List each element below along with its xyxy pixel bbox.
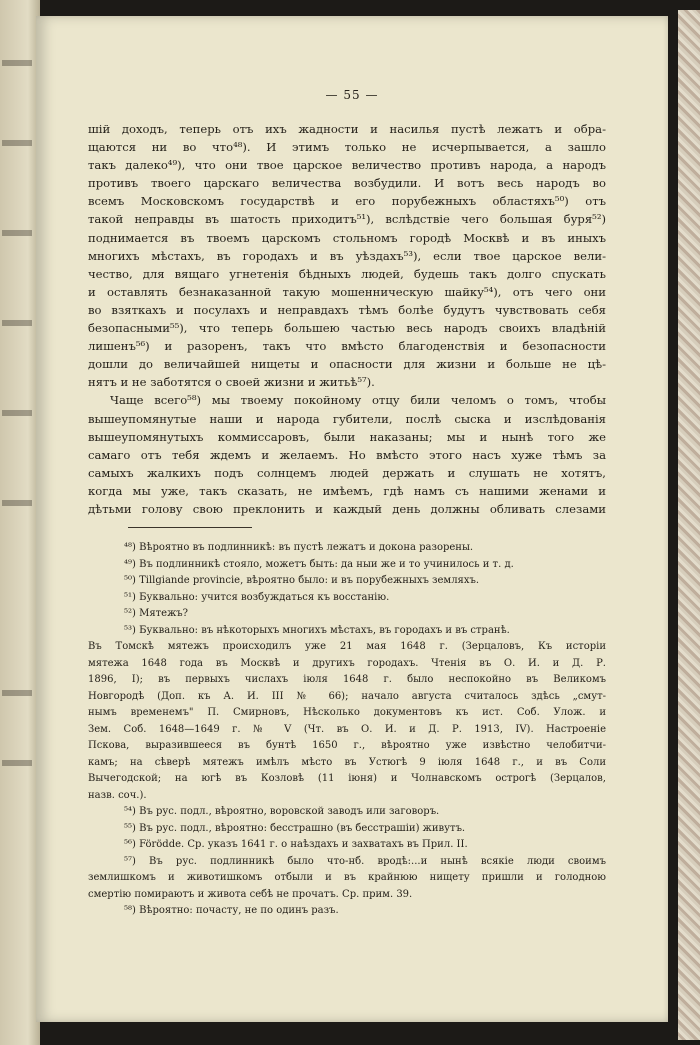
footnote-line: Зем. Соб. 1648—1649 г. № V (Чт. въ О. И. и Д. Р. 1913, IV). Настроеніе <box>88 723 606 735</box>
footnote-line: назв. соч.). <box>88 789 147 801</box>
body-text-line: поднимается въ твоемъ царскомъ стольномъ городѣ Москвѣ и въ иныхъ <box>88 230 606 245</box>
facing-page-text-ghost <box>2 410 32 416</box>
footnote-separator <box>128 527 252 528</box>
footnote-line: смертію помираютъ и живота себѣ не прочатъ. Ср. прим. 39. <box>88 888 413 900</box>
footnotes <box>88 540 606 920</box>
facing-page-text-ghost <box>2 690 32 696</box>
body-text-line: чество, для вящаго угнетенія бѣдныхъ людей, будешь такъ долго спускать <box>88 266 606 281</box>
book-page <box>36 16 668 1022</box>
footnote-line: мятежа 1648 года въ Москвѣ и другихъ городахъ. Чтенія въ О. И. и Д. Р. <box>88 657 606 669</box>
footnote-line: Пскова, выразившееся въ бунтѣ 1650 г., вѣроятно уже извѣстно челобитчи- <box>88 740 606 751</box>
footnote-line: ⁵⁶) Förödde. Ср. указъ 1641 г. о наѣздахъ и захватахъ въ Прил. II. <box>124 839 468 850</box>
body-text-line: шій доходъ, теперь отъ ихъ жадности и насилья пустѣ лежатъ и обра- <box>88 122 606 136</box>
footnote-line: ⁵³) Буквально: въ нѣкоторыхъ многихъ мѣстахъ, въ городахъ и въ странѣ. <box>124 624 510 636</box>
footnote-line: камъ; на сѣверѣ мятежъ имѣлъ мѣсто въ Устюгѣ 9 іюля 1648 г., и въ Соли <box>88 756 606 768</box>
body-text-line: дѣтьми голову свою преклонить и каждый день должны обливать слезами <box>88 501 606 516</box>
book-cover-edge <box>678 10 700 1040</box>
body-text-line: противъ твоего царскаго величества возбудили. И вотъ весь народъ во <box>88 176 606 191</box>
footnote-line: ⁵⁷) Въ рус. подлинникѣ было что-нб. вродѣ:...и нынѣ всякіе люди своимъ <box>124 855 606 867</box>
body-text-line: вышеупомянутыхъ коммиссаровъ, были наказаны; мы и нынѣ того же <box>88 429 606 444</box>
body-text <box>88 120 606 518</box>
footnote-line: ⁵⁰) Tillgiande provincie, вѣроятно было: и въ порубежныхъ земляхъ. <box>124 575 480 586</box>
footnote-line: Вычегодской; на югѣ въ Козловѣ (11 іюня) и Чолнавскомъ острогѣ (Зерцалов, <box>88 773 606 784</box>
facing-page-text-ghost <box>2 760 32 766</box>
body-text-line: многихъ мѣстахъ, въ городахъ и въ уѣздахъ⁵³), если твое царское вели- <box>88 248 606 263</box>
body-text-line: во взяткахъ и посулахъ и неправдахъ тѣмъ болѣе будутъ чувствовать себя <box>88 302 606 317</box>
facing-page-text-ghost <box>2 60 32 66</box>
footnote-line: Въ Томскѣ мятежъ происходилъ уже 21 мая 1648 г. (Зерцаловъ, Къ исторіи <box>88 641 606 652</box>
body-text-line: лишенъ⁵⁶) и разоренъ, такъ что вмѣсто благоденствія и безопасности <box>88 339 606 354</box>
body-text-line: Чаще всего⁵⁸) мы твоему покойному отцу били челомъ о томъ, чтобы <box>110 393 606 408</box>
footnote-line: ⁴⁹) Въ подлинникѣ стояло, можетъ быть: да ныи же и то учинилось и т. д. <box>124 558 514 570</box>
body-text-line: такой неправды въ шатость приходитъ⁵¹), вслѣдствіе чего большая буря⁵²) <box>88 212 606 227</box>
facing-page-text-ghost <box>2 500 32 506</box>
facing-page-edge <box>0 0 40 1045</box>
footnote-line: ⁵⁸) Вѣроятно: почасту, не по одинъ разъ. <box>124 905 339 916</box>
body-text-line: когда мы уже, такъ сказать, не имѣемъ, гдѣ намъ съ нашими женами и <box>88 483 606 498</box>
body-text-line: щаются ни во что⁴⁸). И этимъ только не исчерпывается, а зашло <box>88 140 606 155</box>
footnote-line: нымъ временемъ" П. Смирновъ, Нѣсколько документовъ къ ист. Соб. Улож. и <box>88 707 606 718</box>
facing-page-text-ghost <box>2 320 32 326</box>
body-text-line: и оставлять безнаказанной такую мошенническую шайку⁵⁴), отъ чего они <box>88 284 606 299</box>
footnote-line: ⁵⁵) Въ рус. подл., вѣроятно: бесстрашно (въ бесстрашіи) живутъ. <box>124 822 466 834</box>
body-text-line: самаго отъ тебя ждемъ и желаемъ. Но вмѣсто этого насъ хуже тѣмъ за <box>88 447 606 462</box>
body-text-line: безопасными⁵⁵), что теперь большею частью весь народъ своихъ владѣній <box>88 321 606 336</box>
footnote-line: ⁵⁴) Въ рус. подл., вѣроятно, воровской заводъ или заговоръ. <box>124 806 440 817</box>
footnote-line: ⁵²) Мятежъ? <box>124 608 189 619</box>
page-number: — 55 — <box>325 88 379 102</box>
footnote-line: ⁴⁸) Вѣроятно въ подлинникѣ: въ пустѣ лежатъ и докона разорены. <box>124 542 474 553</box>
facing-page-text-ghost <box>2 140 32 146</box>
body-text-line: вышеупомянутые наши и народа губители, послѣ сыска и изслѣдованія <box>88 411 606 426</box>
footnote-line: 1896, I); въ первыхъ числахъ іюля 1648 г. было неспокойно въ Великомъ <box>88 674 606 685</box>
footnote-line: ⁵¹) Буквально: учится возбуждаться къ восстанію. <box>124 591 390 603</box>
body-text-line: всемъ Московскомъ государствѣ и его порубежныхъ областяхъ⁵⁰) отъ <box>88 194 606 209</box>
footnote-line: землишкомъ и животишкомъ отбыли и въ крайнюю нищету пришли и голодною <box>88 872 606 883</box>
facing-page-text-ghost <box>2 230 32 236</box>
footnote-line: Новгородѣ (Доп. къ А. И. III № 66); начало августа считалось здѣсь „смут- <box>88 690 606 702</box>
body-text-line: дошли до величайшей нищеты и опасности для жизни и больше не цѣ- <box>88 357 606 372</box>
body-text-line: такъ далеко⁴⁹), что они твое царское величество противъ народа, а народъ <box>88 158 606 173</box>
body-text-line: самыхъ жалкихъ подъ солнцемъ людей держать и слушать не хотятъ, <box>88 465 606 480</box>
body-text-line: нятъ и не заботятся о своей жизни и житьѣ⁵⁷). <box>88 375 375 390</box>
